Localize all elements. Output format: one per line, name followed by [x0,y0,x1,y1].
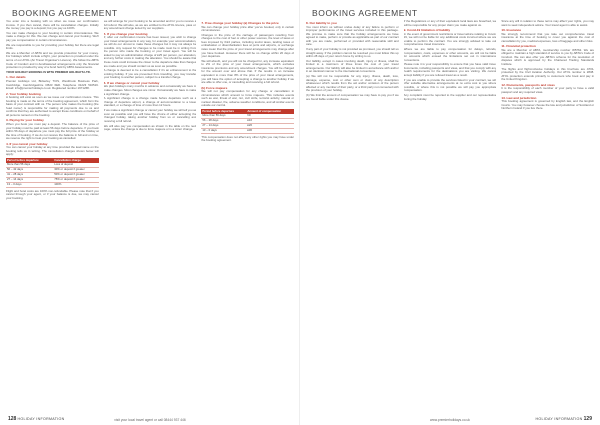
table-cell: 27 – 14 days [6,177,53,182]
paragraph: We are a Member of ABTA, membership number W5762. We are obliged to maintain a high standard of service to you by ABTA's Code of Conduct. We can also offer you ABTA's scheme for the resolution of disputes which is approved by the Chartered Trading Standards Institute. [501,47,595,67]
paragraph: Premier Holidays Ltd, Bickerley TCIS, Westbrook Business Park, Cambridge, Cambridgeshire CB23 6ED. Telephone 01223 516516. Email: info@premierholidays.co.uk. Registered number 1971268. [6,78,99,91]
section-heading: 13. Law and jurisdiction [501,95,537,100]
paragraph: A change is deemed to be a cancellation if it's an enhancement to the existing holiday. If you are prevented from travelling, you may transfer your booking to another person, subject to a transfer charge. [103,68,197,80]
section-label: HOLIDAY INFORMATION [535,417,583,421]
section-heading: 12. Documents, passports and visas [501,82,555,87]
paragraph: You must inform us without undue delay of any failure to perform or improper performance of the travel services included in this package. We promise to make sure that the holiday arrangements we have agreed to make, perform or provide as applicable as part of our contract with you are made, performed or provided with reasonable skill and care. [306,24,399,47]
table-cell: More than 56 days [6,163,53,168]
right-page [300,0,600,425]
table-header-cell: Period before departure [6,158,53,162]
text-column [404,20,497,409]
paragraph: When you book you must pay a deposit. The balance of the price of your holiday must be paid at least 56 days before departure. If you book within 56 days of departure you must pay the full price of the holiday at the time of booking. If we do not receive the balance in full and on time, we reserve the right to treat your booking as cancelled. [6,121,99,141]
table-header-cell: Period before departure [201,109,246,113]
table-cell: 56 – 28 days [201,118,246,123]
paragraph: Any complaint must be reported to the supplier and our representative during the holiday. [403,93,497,101]
table-cell: 13 – 0 days [201,128,246,133]
section-heading: 1. Our details [6,75,26,80]
paragraph: This compensation does not affect any other rights you may have under the booking agreement. [201,134,295,143]
section-heading: 7. If we change your holiday (a) Changes to the price [201,21,279,25]
section-heading: 10. Insurance [501,28,522,33]
table-cell: £30 [246,128,294,133]
table-header-cell: Amount of compensation [246,109,294,113]
paragraph: YOUR HOLIDAY BOOKING IS WITH PREMIER HOLIDAYS LTD. [6,69,91,74]
paragraph: We can change your holiday price after you've booked, only in certain circumstances. [201,24,295,33]
page-title: BOOKING AGREEMENT [12,8,118,18]
paragraph: If we make a significant change or cancel your holiday we will tell you as soon as possible and you will have the choice of either accepting the changed holiday, taking another holiday from us or cancelling and receiving a full refund. [103,108,197,123]
section-heading: (b) Force majeure [201,85,228,90]
paragraph: Since any will in relation to these terms may affect your rights, you may want to seek independent advice. Your travel agent is able to assist. [501,20,595,27]
section-heading: 5. If you change your booking [103,31,148,36]
paragraph: In the event of government restrictions or travel advice relating to Covid-19, we will not be liable for any additional costs incurred where we are unable to perform the contract. You are strongly advised to take out comprehensive travel insurance. [403,31,497,47]
left-columns [6,20,294,409]
charges-table [6,158,99,187]
table-cell: 41 – 28 days [6,172,53,177]
paragraph: Where we are liable to pay compensation for delays, refunds, compensation, costs, expenses or other amounts, we will not be liable for amounts which exceed the limitations set out in international conventions. [403,47,497,62]
table-cell: 13 – 0 days [6,182,53,187]
section-heading: 6. If we change or cancel your holiday [103,80,160,85]
table-cell: More than 56 days [201,114,246,119]
paragraph: We are a Member of ABTA and we provide protection for your money. For holidays which include a flight, your protection is provided under the terms of our ATOL (Air Travel Organiser's Licence). We follow the ABTA Code of Conduct and in-bond/assured arrangements only the financial protection is provided by way of a bond held by ABTA Assessments. [6,50,99,70]
paragraph: The flights and flight-inclusive holidays in this brochure are ATOL protected by the Civil Aviation Authority. Our ATOL number is 2838. ATOL protection extends primarily to customers who book and pay in the United Kingdom. [501,66,595,82]
page-title: BOOKING AGREEMENT [312,8,418,18]
section-heading: 9. Covid-19 limitation of liability [403,28,451,33]
text-column [501,20,594,409]
table-cell: Nil [246,114,294,119]
section-heading: 11. Financial protection [501,44,536,49]
charges-table [201,109,294,133]
paragraph: We are responsible to you for providing your holiday but there are legal limits. [6,42,99,51]
paragraph: It is the responsibility of each member of your party to have a valid passport and any required visas. [501,86,595,95]
paragraph: Flight and hotel costs are 100% non-refundable. Please note that if you cancel through your agent, or if your balance is due, we may cancel your booking. [6,188,99,200]
page-footer [8,412,292,422]
paragraph: We strongly recommend that you take out comprehensive travel insurance at the time of booking to cover you against the cost of cancellation by you, medical expenses, loss of baggage and other risks. [501,31,595,43]
paragraph: You can make changes to your booking in certain circumstances. We make a charge for this. We can change and cancel your booking. We'll pay you compensation in certain circumstances. [6,30,99,42]
paragraph: This booking agreement is governed by English law, and the English Courts. You may however choose the law and jurisdiction of Scotland or Northern Ireland if you live there. [501,99,595,111]
paragraph: If any part of your holiday is not provided as promised, you should tell us straight away. If the problem cannot be resolved you must follow this up within 28 days of your return home by writing to us. [306,47,399,59]
table-cell: 100% [53,182,98,187]
table-row [201,128,294,133]
section-heading: 4. If you cancel your holiday [6,141,48,146]
paragraph: (b) We limit the amount of compensation we may have to pay you if we are found liable under this clause. [306,93,399,101]
section-label: HOLIDAY INFORMATION [17,417,65,421]
text-column [104,20,197,409]
table-cell: £20 [246,123,294,128]
page-number: 128 [8,416,17,422]
paragraph: Please note it is your responsibility to ensure that you have valid travel documents, including passports and visas, and that you comply with any health requirements for the destinations you are visiting. We cannot accept liability if you are refused travel as a result. [403,62,497,78]
text-column [201,20,294,409]
table-cell: 75% or deposit if greater [53,177,98,182]
paragraph: If you are unable to provide the services listed in your contract, we will offer suitable alternative arrangements at no extra cost to you where possible, or where this is not possible we will pay you appropriate compensation. [403,77,497,93]
paragraph: we will arrange for your booking to be amended and for you to receive a full refund. We will also, as we are entitled to the ATOL licence, pass on any amendment charge levied by our suppliers. [103,20,197,31]
paragraph: We will not pay compensation for any change or cancellation in circumstances which amount to force majeure. This includes events such as war, threat of war, riot, civil strife, terrorist activity, natural or nuclear disaster, fire, adverse weather conditions, and all similar events outside our control. [201,89,295,108]
paragraph: If the Regulations or any of their equivalent local laws are breached, we will be responsible for any proper claim you make against us. [403,20,497,27]
section-heading: 8. Our liability to you [306,21,337,25]
paragraph: If, after our confirmation invoice has been issued, you wish to change your travel arrangements in any way, for example your accommodation, we will do our utmost to make these changes but it may not always be possible. Any request for changes to be made must be in writing from the person who made the booking or your travel agent. You will be asked to pay an administration charge of £25 per person, per alteration, and any further costs in making the alteration. You should be aware that these costs could increase the closer to the departure date that changes are made and you should contact us as soon as possible. [103,35,197,68]
table-cell: 30% or deposit if greater [53,167,98,172]
paragraph: A significant change is a change made before departure such as a change of departure airport, a change of accommodation to a lower standard, or a change of time of more than 12 hours. [103,96,197,108]
paragraph: Changes in the price of the carriage of passengers resulting from changes to the cost of fuel or other power sources, the level of taxes or fees imposed by third parties, including tourist taxes, landing taxes or embarkation or disembarkation fees at ports and airports, or exchange rates mean that the price of your travel arrangements may change after you have booked. However there will be no change within 20 days of your departure. [201,32,295,59]
table-cell: Loss of deposit [53,163,98,168]
paragraph: You enter into a booking with us when we issue our confirmation invoice. If you then cancel, there will be cancellation charges. Initially the money you pay is a deposit; but you pay us 100%. [6,20,99,31]
contact-text: visit your local travel agent or call 08444 937 446 [114,418,186,422]
footer-right [536,416,593,422]
page-number: 129 [583,416,592,422]
table-cell: £10 [246,118,294,123]
table-row [6,182,99,187]
paragraph: We will also pay you compensation as shown in the table on the next page, unless the change is due to force majeure or is a minor change. [103,123,197,132]
paragraph: We plan holidays many months in advance and occasionally we have to make changes. Most changes are minor. Occasionally we have to make a significant change. [103,84,197,96]
section-heading: 2. Your holiday booking [6,91,41,96]
page-footer [308,412,592,422]
table-header-cell: Cancellation charge [53,158,98,162]
text-column [306,20,399,409]
paragraph: Our liability, except in cases involving death, injury or illness, shall be limited to a maximum of three times the cost of your travel arrangements. Our liability will also be limited in accordance with and/or in an identical manner to the international conventions. [306,58,399,74]
text-column [6,20,99,409]
table-cell: 56 – 42 days [6,167,53,172]
section-heading: 3. Paying for your holiday [6,118,44,123]
paragraph: (a) We will not be responsible for any injury, illness, death, loss, damage, expense, cost or other sum or claim of any description whatsoever which results from the act and/or omission of the person affected or any member of their party, or a third party not connected with the provision of your holiday. [306,74,399,93]
paragraph: You can cancel your holiday at any time provided the lead name on the booking tells us in writing. The cancellation charges shown below will apply: [6,145,99,157]
website-link[interactable]: www.premierholidays.co.uk [430,418,470,422]
table-cell: 27 – 14 days [201,123,246,128]
paragraph: A booking will exist as soon as we issue our confirmation invoice. This booking is made on the terms of the booking agreement, which form the basis of your contract with us. The person who makes the booking (the 'lead name') is responsible for making all payments due to us and confirms that they are authorised to accept these conditions on behalf of all persons named on the booking. [6,95,99,117]
table-cell: 50% or deposit if greater [53,172,98,177]
paragraph: We will absorb, and you will not be charged for, any increase equivalent to 2% of the price of your travel arrangements, which excludes insurance premiums and any amendment charges. You will be charged for the amount over and above that. If the results in an increase equivalent to more than 8% of the price of your travel arrangements, you will have the option of accepting a change to another holiday if we are able to offer one, or cancelling and receiving a full refund. [201,58,295,85]
right-columns [306,20,594,409]
